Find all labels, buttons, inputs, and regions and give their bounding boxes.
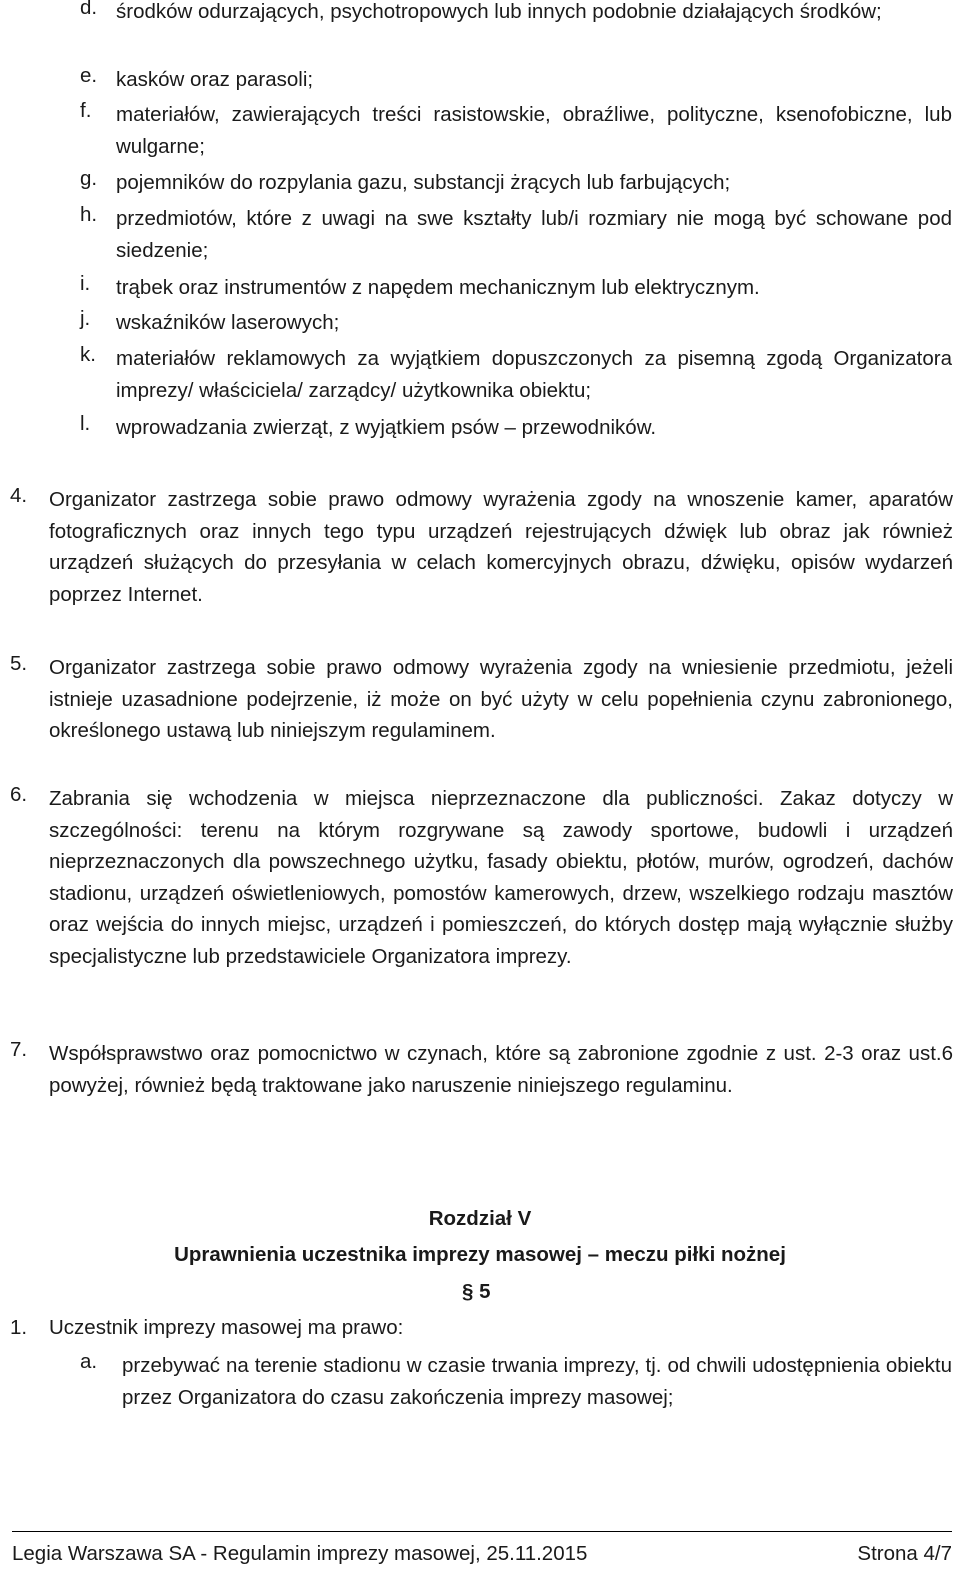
paragraph-text: Zabrania się wchodzenia w miejsca nieprzeznaczone dla publiczności. Zakaz dotyczy w szczególności: terenu na którym rozgrywane są zawody sportowe, budowli i urządzeń nieprzeznaczonych dla powszechnego użytku, fasady obiektu, płotów, murów, ogrodzeń, dachów stadionu, urządzeń oświetleniowych, pomostów kamerowych, drzew, wszelkiego rodzaju masztów oraz wejścia do innych miejsc, urządzeń i pomieszczeń, do których dostęp mają wyłącznie służby specjalistyczne lub przedstawiciele Organizatora imprezy.	[49, 787, 953, 968]
section-subitem-letter: a.	[80, 1350, 98, 1373]
paragraph-number: 5.	[10, 652, 28, 675]
footer-divider	[12, 1531, 952, 1532]
list-item-text: kasków oraz parasoli;	[116, 68, 314, 91]
list-item-text: wskaźników laserowych;	[116, 311, 340, 334]
footer-left: Legia Warszawa SA - Regulamin imprezy masowej, 25.11.2015	[12, 1542, 588, 1565]
paragraph-text: Organizator zastrzega sobie prawo odmowy wyrażenia zgody na wnoszenie kamer, aparatów fotograficznych oraz innych tego typu urządzeń rejestrujących dźwięk lub obraz jak również urządzeń służących do przesyłania w celach komercyjnych obrazu, dźwięku, opisów wydarzeń poprzez Internet.	[49, 488, 953, 606]
list-letter: f.	[80, 99, 92, 122]
list-item-text: przedmiotów, które z uwagi na swe kształty lub/i rozmiary nie mogą być schowane pod siedzenie;	[116, 207, 952, 262]
list-letter: l.	[80, 412, 91, 435]
list-letter: g.	[80, 167, 98, 190]
section-sign-icon: §	[462, 1280, 474, 1303]
section-number: 5	[479, 1280, 491, 1303]
list-item-text: środków odurzających, psychotropowych lub innych podobnie działających środków;	[116, 0, 882, 23]
list-item-text: materiałów, zawierających treści rasistowskie, obraźliwe, polityczne, ksenofobiczne, lub wulgarne;	[116, 103, 952, 158]
section-subitem-text: przebywać na terenie stadionu w czasie trwania imprezy, tj. od chwili udostępnienia obiektu przez Organizatora do czasu zakończenia imprezy masowej;	[122, 1354, 952, 1409]
paragraph-number: 6.	[10, 783, 28, 806]
section-item-text: Uczestnik imprezy masowej ma prawo:	[49, 1316, 404, 1339]
paragraph-text: Współsprawstwo oraz pomocnictwo w czynach, które są zabronione zgodnie z ust. 2-3 oraz ust.6 powyżej, również będą traktowane jako naruszenie niniejszego regulaminu.	[49, 1042, 953, 1097]
paragraph-number: 7.	[10, 1038, 28, 1061]
list-item-text: materiałów reklamowych za wyjątkiem dopuszczonych za pisemną zgodą Organizatora imprezy/ właściciela/ zarządcy/ użytkownika obiektu;	[116, 347, 952, 402]
section-heading	[462, 1280, 491, 1304]
list-item-text: wprowadzania zwierząt, z wyjątkiem psów – przewodników.	[116, 416, 657, 439]
list-letter: i.	[80, 272, 91, 295]
list-letter: e.	[80, 64, 98, 87]
list-letter: k.	[80, 343, 96, 366]
section-item-number: 1.	[10, 1316, 28, 1339]
chapter-title: Rozdział V	[428, 1207, 532, 1230]
paragraph-number: 4.	[10, 484, 28, 507]
list-item-text: pojemników do rozpylania gazu, substancji żrących lub farbujących;	[116, 171, 731, 194]
chapter-subtitle: Uprawnienia uczestnika imprezy masowej – meczu piłki nożnej	[174, 1243, 786, 1266]
list-letter: j.	[80, 307, 91, 330]
list-letter: d.	[80, 0, 98, 19]
list-item-text: trąbek oraz instrumentów z napędem mechanicznym lub elektrycznym.	[116, 276, 760, 299]
list-letter: h.	[80, 203, 98, 226]
footer-page-number: Strona 4/7	[857, 1542, 952, 1565]
paragraph-text: Organizator zastrzega sobie prawo odmowy wyrażenia zgody na wniesienie przedmiotu, jeżeli istnieje uzasadnione podejrzenie, iż może on być użyty w celu popełnienia czynu zabronionego, określonego ustawą lub niniejszym regulaminem.	[49, 656, 953, 742]
